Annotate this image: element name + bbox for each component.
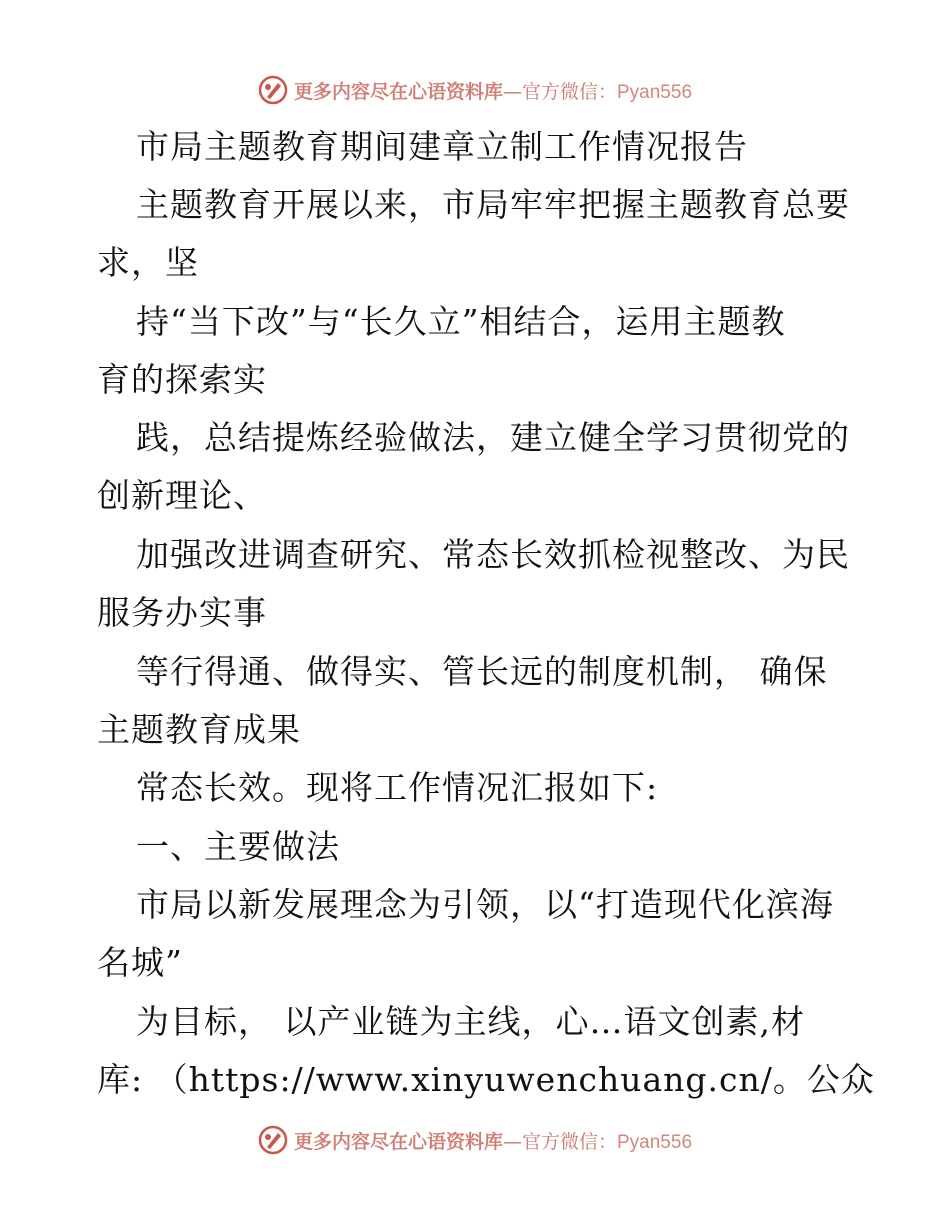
paragraph-line: 创新理论、 <box>97 476 267 515</box>
paragraph-line: 求，坚 <box>97 243 199 282</box>
paragraph-line: 主题教育成果 <box>97 710 301 749</box>
watermark-handle: Pyan556 <box>617 81 693 103</box>
header-watermark-banner <box>0 70 950 110</box>
paragraph-line: 为目标， 以产业链为主线，心…语文创素,材 <box>136 1002 805 1041</box>
watermark-main: 更多内容尽在心语资料库 <box>293 1130 503 1153</box>
paragraph-line: 育的探索实 <box>97 360 267 399</box>
watermark-sep: — <box>502 1130 522 1153</box>
paragraph-line: 持“当下改”与“长久立”相结合，运用主题教 <box>136 302 786 341</box>
paragraph-line-url: 库: （https://www.xinyuwenchuang.cn/。公众 <box>97 1060 875 1099</box>
pen-logo-icon <box>258 75 288 105</box>
watermark-main: 更多内容尽在心语资料库 <box>293 80 503 103</box>
pen-logo-icon <box>258 1125 288 1155</box>
watermark-sub: 官方微信： <box>521 1130 617 1153</box>
document-title: 市局主题教育期间建章立制工作情况报告 <box>136 127 748 166</box>
paragraph-line: 等行得通、做得实、管长远的制度机制， 确保 <box>136 652 828 691</box>
paragraph-line: 加强改进调查研究、常态长效抓检视整改、为民 <box>136 535 850 574</box>
watermark-handle: Pyan556 <box>617 1131 693 1153</box>
watermark-text <box>294 77 692 104</box>
watermark-text <box>294 1127 692 1154</box>
paragraph-line: 常态长效。现将工作情况汇报如下: <box>136 768 659 807</box>
watermark-sep: — <box>502 80 522 103</box>
paragraph-line: 主题教育开展以来，市局牢牢把握主题教育总要 <box>136 185 850 224</box>
section-heading: 一、主要做法 <box>136 827 340 866</box>
paragraph-line: 名城” <box>97 943 183 982</box>
paragraph-line: 践，总结提炼经验做法，建立健全学习贯彻党的 <box>136 418 850 457</box>
paragraph-line: 市局以新发展理念为引领，以“打造现代化滨海 <box>136 885 834 924</box>
paragraph-line: 服务办实事 <box>97 593 267 632</box>
footer-watermark-banner <box>0 1120 950 1160</box>
watermark-sub: 官方微信： <box>521 80 617 103</box>
